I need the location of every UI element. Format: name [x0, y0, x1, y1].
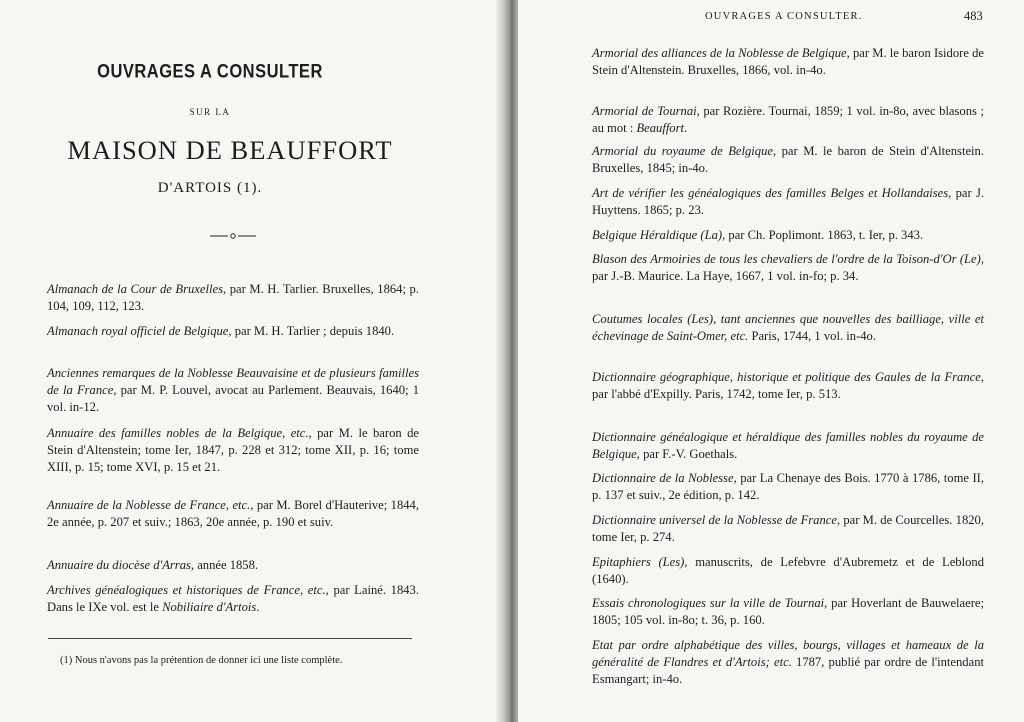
list-item: Dictionnaire généalogique et héraldique des familles nobles du royaume de Belgique, par F.-V. Goethals. [592, 430, 984, 461]
title-line-4: D'ARTOIS (1). [157, 180, 263, 196]
list-item: Armorial des alliances de la Noblesse de Belgique, par M. le baron Isidore de Stein d'Altenstein. Bruxelles, 1866, vol. in-4o. [592, 46, 984, 77]
list-item: Annuaire de la Noblesse de France, etc., par M. Borel d'Hauterive; 1844, 2e année, p. 207 et suiv.; 1863, 20e année, p. 190 et suiv. [47, 498, 419, 529]
footnote: (1) Nous n'avons pas la prétention de donner ici une liste complète. [60, 655, 343, 666]
footnote-rule [48, 638, 412, 639]
title-line-2: SUR LA [189, 107, 231, 117]
list-item: Dictionnaire universel de la Noblesse de France, par M. de Courcelles. 1820, tome Ier, p. 274. [592, 513, 984, 544]
title-line-3: MAISON DE BEAUFFORT [67, 135, 393, 165]
list-item: Dictionnaire de la Noblesse, par La Chenaye des Bois. 1770 à 1786, tome II, p. 137 et suiv., 2e édition, p. 142. [592, 471, 985, 502]
list-item: Art de vérifier les généalogiques des familles Belges et Hollandaises, par J. Huyttens. 1865; p. 23. [592, 186, 984, 217]
list-item: Essais chronologiques sur la ville de Tournai, par Hoverlant de Bauwelaere; 1805; 105 vol. in-8o; t. 36, p. 160. [592, 596, 984, 627]
list-item: Annuaire des familles nobles de la Belgique, etc., par M. le baron de Stein d'Altenstein; tome Ier, 1847, p. 228 et 312; tome XII, p. 16; tome XIII, p. 15; tome XVI, p. 15 et 21. [47, 426, 420, 474]
list-item: Belgique Héraldique (La), par Ch. Poplimont. 1863, t. Ier, p. 343. [592, 228, 924, 242]
right-page [518, 0, 1024, 722]
list-item: Archives généalogiques et historiques de France, etc., par Lainé. 1843. Dans le IXe vol. est le Nobiliaire d'Artois. [47, 583, 419, 614]
list-item: Epitaphiers (Les), manuscrits, de Lefebvre d'Aubremetz et de Leblond (1640). [592, 555, 984, 586]
list-item: Annuaire du diocèse d'Arras, année 1858. [47, 558, 259, 572]
ornament-divider-icon [208, 230, 258, 242]
list-item: Almanach royal officiel de Belgique, par M. H. Tarlier ; depuis 1840. [47, 324, 395, 338]
list-item: Armorial de Tournai, par Rozière. Tournai, 1859; 1 vol. in-8o, avec blasons ; au mot : Beauffort. [592, 104, 984, 135]
list-item: Etat par ordre alphabétique des villes, bourgs, villages et hameaux de la généralité de Flandres et d'Artois; etc. 1787, publié par ordre de l'intendant Esmangart; in-4o. [592, 638, 984, 686]
list-item: Dictionnaire géographique, historique et politique des Gaules de la France, par l'abbé d'Expilly. Paris, 1742, tome Ier, p. 513. [592, 370, 984, 401]
list-item: Anciennes remarques de la Noblesse Beauvaisine et de plusieurs familles de la France, par M. P. Louvel, avocat au Parlement. Beauvais, 1640; 1 vol. in-12. [47, 366, 419, 414]
list-item: Coutumes locales (Les), tant anciennes que nouvelles des bailliage, ville et échevinage de Saint-Omer, etc. Paris, 1744, 1 vol. in-4o. [592, 312, 984, 343]
list-item: Blason des Armoiries de tous les chevaliers de l'ordre de la Toison-d'Or (Le), par J.-B. Maurice. La Haye, 1667, 1 vol. in-fo; p. 34. [592, 252, 984, 283]
list-item: Armorial du royaume de Belgique, par M. le baron de Stein d'Altenstein. Bruxelles, 1845; in-4o. [592, 144, 984, 175]
page-number: 483 [964, 9, 983, 23]
running-head: OUVRAGES A CONSULTER. [705, 11, 863, 22]
list-item: Almanach de la Cour de Bruxelles, par M. H. Tarlier. Bruxelles, 1864; p. 104, 109, 112, 123. [47, 282, 419, 313]
left-page [0, 0, 506, 722]
title-line-1: OUVRAGES A CONSULTER [97, 61, 323, 83]
